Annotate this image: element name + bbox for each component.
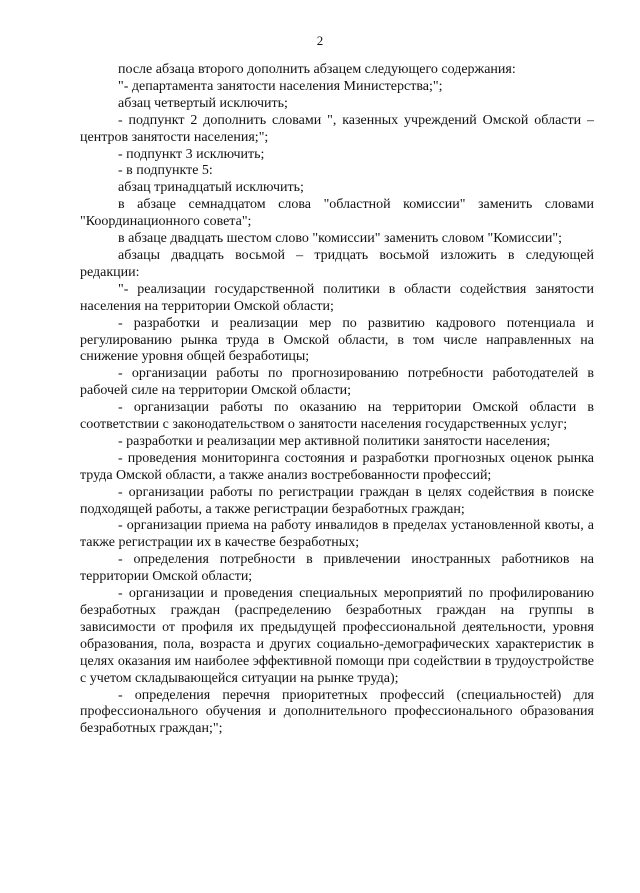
paragraph: - организации и проведения специальных мероприятий по профилированию безработных граждан (распределению безработных граждан на группы в зависимости от профиля их предыдущей профессиональной деятельности, уровня образования, пола, возраста и других социально-демографических характеристик в целях оказания им наиболее эффективной помощи при содействии в трудоустройстве с учетом складывающейся ситуации на рынке труда);: [80, 586, 594, 686]
paragraph: - организации работы по прогнозированию потребности работодателей в рабочей силе на территории Омской области;: [80, 366, 594, 399]
paragraph: "- реализации государственной политики в области содействия занятости населения на территории Омской области;: [80, 281, 594, 314]
paragraph: абзац четвертый исключить;: [118, 95, 288, 111]
paragraph: - определения потребности в привлечении иностранных работников на территории Омской области;: [80, 552, 594, 585]
paragraph: - организации работы по оказанию на территории Омской области в соответствии с законодательством о занятости населения государственных услуг;: [80, 400, 594, 433]
page-number: 2: [316, 33, 324, 48]
paragraph: - проведения мониторинга состояния и разработки прогнозных оценок рынка труда Омской области, а также анализ востребованности профессий;: [80, 450, 594, 483]
paragraph: в абзаце двадцать шестом слово "комиссии" заменить словом "Комиссии";: [118, 231, 563, 247]
paragraph: "- департамента занятости населения Министерства;";: [118, 78, 443, 94]
paragraph: - разработки и реализации мер активной политики занятости населения;: [118, 433, 551, 449]
paragraph: - в подпункте 5:: [118, 163, 213, 179]
paragraph: - подпункт 3 исключить;: [118, 146, 265, 162]
paragraph: абзацы двадцать восьмой – тридцать восьмой изложить в следующей редакции:: [80, 247, 594, 280]
paragraph: абзац тринадцатый исключить;: [118, 180, 304, 196]
document-body: [80, 62, 594, 738]
paragraph: - подпункт 2 дополнить словами ", казенных учреждений Омской области – центров занятости населения;";: [80, 112, 594, 145]
paragraph: - определения перечня приоритетных профессий (специальностей) для профессионального обучения и дополнительного профессионального образования безработных граждан;";: [80, 687, 594, 737]
paragraph: - организации приема на работу инвалидов в пределах установленной квоты, а также регистрации их в качестве безработных;: [80, 518, 594, 551]
paragraph: - организации работы по регистрации граждан в целях содействия в поиске подходящей работы, а также регистрации безработных граждан;: [80, 484, 594, 517]
paragraph: после абзаца второго дополнить абзацем следующего содержания:: [118, 62, 516, 77]
paragraph: - разработки и реализации мер по развитию кадрового потенциала и регулированию рынка труда в Омской области, в том числе направленных на снижение уровня общей безработицы;: [80, 315, 594, 365]
paragraph: в абзаце семнадцатом слова "областной комиссии" заменить словами "Координационного совета";: [80, 197, 594, 230]
